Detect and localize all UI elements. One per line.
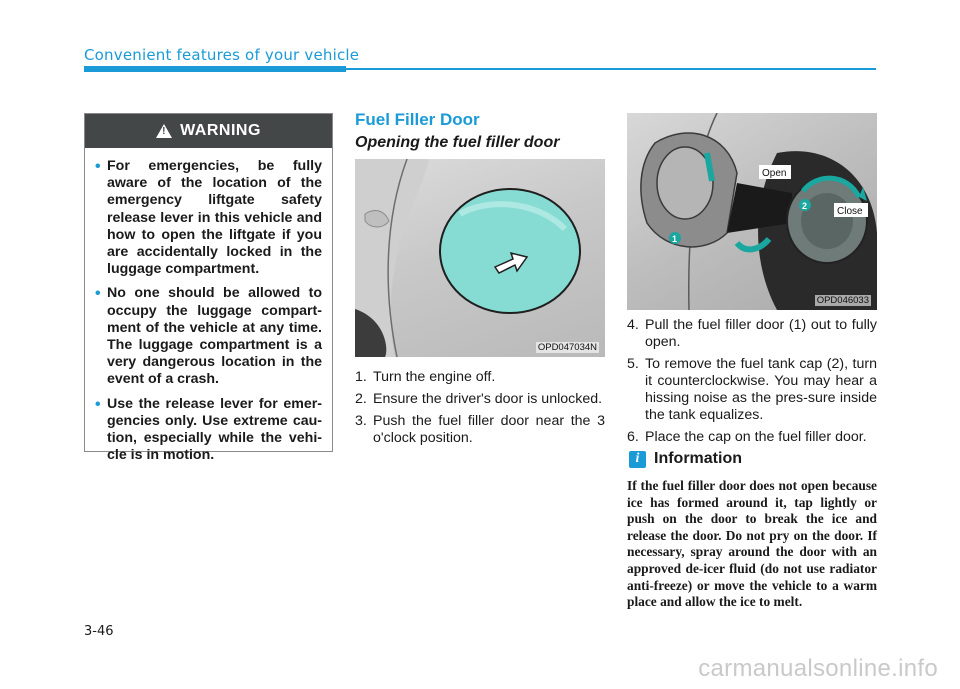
header-rule: [346, 68, 876, 70]
information-label: Information: [654, 450, 742, 467]
step-item: 1. Turn the engine off.: [355, 369, 496, 385]
warning-triangle-icon: !: [156, 124, 172, 138]
warning-item: • No one should be allowed to occupy the luggage compart-ment of the vehicle at any time. The luggage compartment is a very dangerous location in the event of a crash.: [97, 285, 322, 388]
figure-code: OPD046033: [816, 295, 869, 306]
warning-label: WARNING: [180, 122, 261, 139]
watermark: carmanualsonline.info: [698, 655, 938, 682]
step-item: 5. To remove the fuel tank cap (2), turn it counterclockwise. You may hear a hissing noise as the pres-sure inside the tank equalizes.: [627, 356, 877, 423]
page-number: 3-46: [84, 624, 114, 639]
warning-item: • For emergencies, be fully aware of the location of the emergency liftgate safety release lever in this vehicle and how to open the liftgate if you are accidentally locked in the luggage compartment.: [97, 158, 322, 278]
section-header: Convenient features of your vehicle: [84, 46, 360, 64]
information-body: If the fuel filler door does not open because ice has formed around it, tap lightly or push on the door to break the ice and release the door. Do not pry on the door. If necessary, spray around the door with an approved de-icer fluid (do not use radiator anti-freeze) or move the vehicle to a warm place and allow the ice to melt.: [627, 478, 877, 610]
fuel-door-closed-image: [355, 159, 605, 357]
fuel-door-illustration: [355, 159, 605, 357]
steps-list-b: [627, 317, 877, 451]
header-accent-bar: [84, 66, 346, 72]
marker-1-label: 1: [672, 234, 678, 244]
info-icon: i: [629, 451, 646, 468]
steps-list-a: [355, 369, 605, 452]
figure-code: OPD047034N: [537, 342, 597, 353]
warning-header: [85, 114, 332, 148]
warning-item: • Use the release lever for emer-gencies only. Use extreme cau-tion, especially while the vehi-cle is in motion.: [97, 396, 322, 465]
warning-list: [85, 148, 332, 464]
open-label: Open: [762, 168, 787, 179]
step-item: 3. Push the fuel filler door near the 3 o'clock position.: [355, 413, 605, 446]
step-item: 4. Pull the fuel filler door (1) out to fully open.: [627, 317, 877, 350]
close-label: Close: [837, 206, 863, 217]
section-title: Fuel Filler Door: [355, 110, 480, 129]
information-header: [629, 450, 742, 468]
step-item: 6. Place the cap on the fuel filler door.: [627, 429, 867, 445]
step-item: 2. Ensure the driver's door is unlocked.: [355, 391, 603, 407]
marker-2-label: 2: [802, 201, 808, 211]
section-subtitle: Opening the fuel filler door: [355, 134, 560, 151]
warning-box: [84, 113, 333, 464]
fuel-cap-illustration: [627, 113, 877, 310]
fuel-cap-open-image: [627, 113, 877, 310]
